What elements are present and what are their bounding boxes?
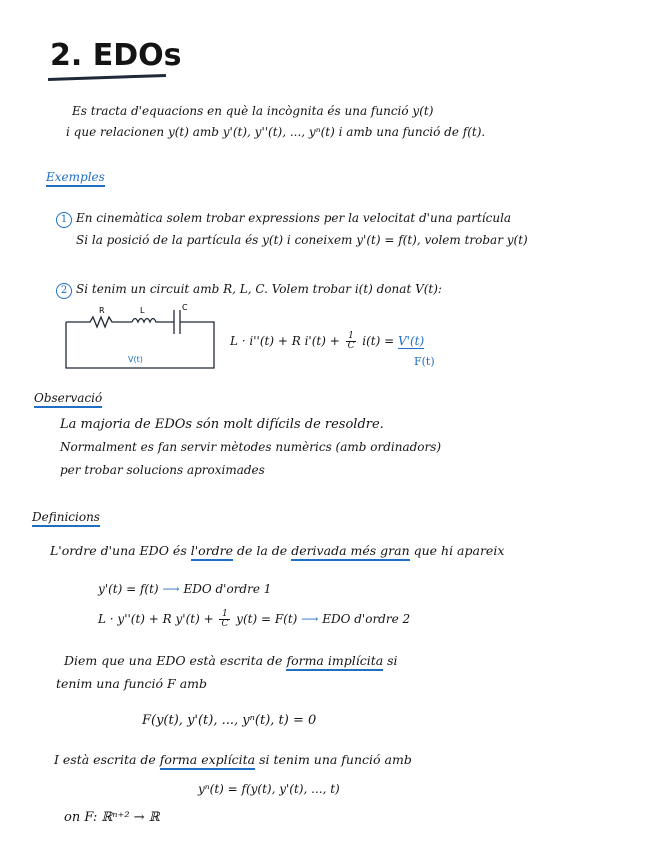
example-1-line-2: Si la posició de la partícula és y(t) i coneixem y'(t) = f(t), volem trobar y(t) bbox=[76, 233, 528, 247]
arrow-icon: ⟶ bbox=[162, 582, 180, 596]
circuit-equation-lhs: L · i''(t) + R i'(t) + bbox=[230, 334, 344, 348]
example-1-number: 1 bbox=[56, 212, 72, 228]
arrow-icon: ⟶ bbox=[301, 612, 319, 626]
examples-heading bbox=[46, 170, 105, 184]
definitions-heading-text: Definicions bbox=[32, 510, 100, 527]
circuit-equation-mid: i(t) = bbox=[358, 334, 398, 348]
order-1-example bbox=[98, 582, 271, 596]
voltage-label: V(t) bbox=[128, 355, 143, 364]
order-1-result: EDO d'ordre 1 bbox=[183, 582, 272, 596]
example-2-line-1 bbox=[56, 282, 442, 299]
observation-line-3: per trobar solucions aproximades bbox=[60, 463, 265, 477]
capacitor-label: C bbox=[182, 303, 188, 312]
order-definition bbox=[50, 543, 504, 558]
inductor-label: L bbox=[140, 306, 145, 315]
order-1-equation: y'(t) = f(t) bbox=[98, 582, 159, 596]
definitions-heading bbox=[32, 510, 100, 524]
implicit-form-post: si bbox=[383, 653, 398, 668]
circuit-equation-rhs-label: F(t) bbox=[414, 355, 435, 368]
explicit-form-definition bbox=[54, 752, 412, 767]
order-2-equation-lhs: L · y''(t) + R y'(t) + bbox=[98, 612, 218, 626]
order-definition-post: que hi apareix bbox=[409, 543, 505, 558]
examples-heading-text: Exemples bbox=[46, 170, 105, 187]
order-2-equation-rhs: y(t) = F(t) bbox=[232, 612, 298, 626]
order-definition-pre: L'ordre d'una EDO és bbox=[50, 543, 191, 558]
rlc-circuit-diagram bbox=[62, 302, 218, 372]
order-2-result: EDO d'ordre 2 bbox=[322, 612, 411, 626]
example-2-text: Si tenim un circuit amb R, L, C. Volem trobar i(t) donat V(t): bbox=[76, 282, 442, 296]
order-term: l'ordre bbox=[191, 543, 233, 561]
intro-line-1: Es tracta d'equacions en què la incògnita és una funció y(t) bbox=[72, 104, 434, 118]
intro-line-2: i que relacionen y(t) amb y'(t), y''(t), ..., yⁿ(t) i amb una funció de f(t). bbox=[66, 125, 486, 139]
implicit-form-definition bbox=[64, 653, 398, 668]
order-2-fraction bbox=[219, 610, 230, 629]
order-2-example bbox=[98, 610, 410, 629]
inductor bbox=[132, 319, 174, 323]
page-title: 2. EDOs bbox=[50, 38, 182, 73]
observation-heading-text: Observació bbox=[34, 391, 102, 408]
explicit-form-post: si tenim una funció amb bbox=[255, 752, 412, 767]
explicit-form-pre: I està escrita de bbox=[54, 752, 160, 767]
example-1-text: En cinemàtica solem trobar expressions per la velocitat d'una partícula bbox=[76, 211, 512, 225]
domain-definition: on F: ℝⁿ⁺² → ℝ bbox=[64, 810, 160, 825]
fraction-numerator: 1 bbox=[346, 332, 357, 342]
resistor-label: R bbox=[99, 306, 105, 315]
observation-line-2: Normalment es fan servir mètodes numèrics (amb ordinadors) bbox=[60, 440, 442, 454]
observation-heading bbox=[34, 391, 102, 405]
example-1-line-1 bbox=[56, 211, 511, 228]
order-definition-mid: de la de bbox=[233, 543, 292, 558]
title-underline bbox=[48, 74, 166, 81]
capacitor bbox=[174, 310, 180, 334]
order-2-fraction-numerator: 1 bbox=[219, 610, 230, 620]
explicit-form-equation: yⁿ(t) = f(y(t), y'(t), ..., t) bbox=[198, 782, 340, 796]
circuit-equation-fraction bbox=[346, 332, 357, 351]
order-2-fraction-denominator: C bbox=[221, 619, 229, 629]
implicit-form-pre: Diem que una EDO està escrita de bbox=[64, 653, 287, 668]
explicit-form-term: forma explícita bbox=[160, 752, 255, 770]
implicit-form-equation: F(y(t), y'(t), ..., yⁿ(t), t) = 0 bbox=[142, 713, 317, 728]
example-2-number: 2 bbox=[56, 283, 72, 299]
observation-line-1: La majoria de EDOs són molt difícils de resoldre. bbox=[60, 417, 384, 432]
fraction-denominator: C bbox=[347, 341, 355, 351]
resistor bbox=[66, 317, 132, 327]
circuit-equation bbox=[230, 332, 424, 351]
implicit-form-term: forma implícita bbox=[286, 653, 383, 671]
highest-derivative-term: derivada més gran bbox=[291, 543, 409, 561]
implicit-form-line-2: tenim una funció F amb bbox=[56, 676, 208, 691]
circuit-equation-rhs: V'(t) bbox=[398, 334, 425, 348]
